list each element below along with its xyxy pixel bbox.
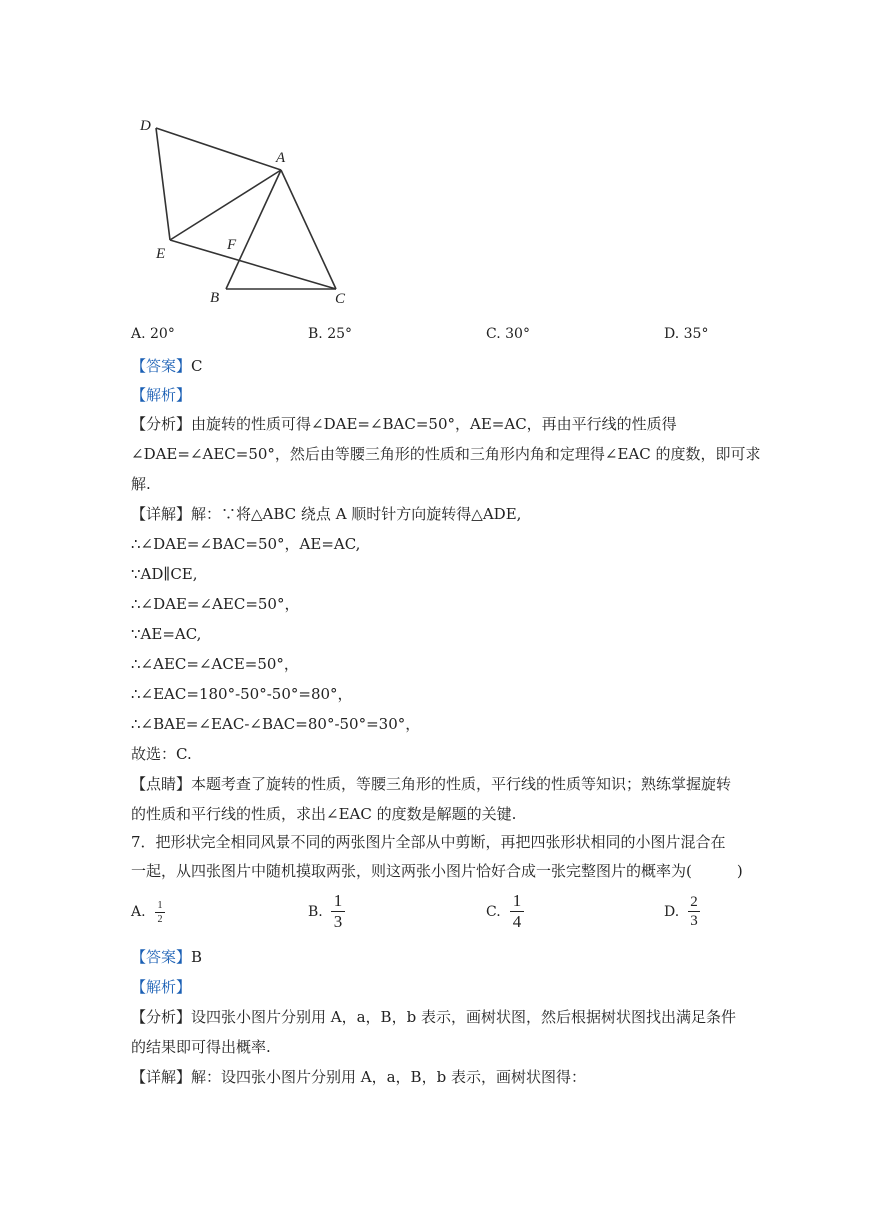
fraction-denominator: 2 <box>157 914 163 925</box>
option-text: 30° <box>505 326 530 342</box>
xiangjie-step: 解：∵将△ABC 绕点 A 顺时针方向旋转得△ADE, <box>191 505 522 523</box>
q6-dianjing-line-1 <box>131 774 731 794</box>
q6-fenxi-line-1 <box>131 414 677 434</box>
fenxi-text: 由旋转的性质可得∠DAE=∠BAC=50°，AE=AC，再由平行线的性质得 <box>191 415 677 433</box>
label-B: B <box>210 290 220 306</box>
answer-value: B <box>191 948 203 966</box>
q7-option-c-fraction <box>510 892 524 931</box>
xiangjie-tag: 【详解】 <box>131 505 192 523</box>
q7-xiangjie-line <box>131 1067 586 1087</box>
q6-step-8: ∴∠BAE=∠EAC-∠BAC=80°-50°=30°， <box>131 715 421 733</box>
option-letter: B. <box>308 326 323 342</box>
fraction-numerator: 2 <box>690 894 698 910</box>
fraction-numerator: 1 <box>333 891 343 910</box>
q7-fenxi-line-2: 的结果即可得出概率. <box>131 1038 271 1056</box>
fraction-numerator: 1 <box>157 900 163 911</box>
option-letter: A. <box>131 326 146 342</box>
q6-option-d <box>664 326 708 342</box>
q6-option-c <box>486 326 530 342</box>
q7-answer-line <box>131 947 202 967</box>
xiangjie-tag: 【详解】 <box>131 1068 192 1086</box>
q6-xiangjie-line <box>131 504 521 524</box>
q6-option-b <box>308 326 352 342</box>
label-C: C <box>335 291 346 307</box>
dianjing-text: 本题考查了旋转的性质，等腰三角形的性质，平行线的性质等知识；熟练掌握旋转 <box>191 775 732 793</box>
fenxi-text: 设四张小图片分别用 A，a，B，b 表示，画树状图，然后根据树状图找出满足条件 <box>191 1008 736 1026</box>
answer-tag: 【答案】 <box>131 948 192 966</box>
dianjing-tag: 【点睛】 <box>131 775 192 793</box>
segment-EC <box>170 240 336 289</box>
q6-step-3: ∵AD∥CE, <box>131 565 198 583</box>
q7-option-b-fraction <box>331 892 345 931</box>
q6-step-9: 故选：C. <box>131 745 192 763</box>
xiangjie-text: 解：设四张小图片分别用 A，a，B，b 表示，画树状图得： <box>191 1068 586 1086</box>
fraction-numerator: 1 <box>512 891 522 910</box>
q6-step-7: ∴∠EAC=180°-50°-50°=80°， <box>131 685 353 703</box>
q6-step-6: ∴∠AEC=∠ACE=50°， <box>131 655 299 673</box>
label-E: E <box>156 246 166 262</box>
fenxi-tag: 【分析】 <box>131 415 192 433</box>
fraction-denominator: 3 <box>333 912 343 931</box>
q6-fenxi-line-3: 解. <box>131 475 151 493</box>
fraction-bar <box>155 912 165 913</box>
q6-step-5: ∵AE=AC, <box>131 625 202 643</box>
label-F: F <box>227 237 237 253</box>
q7-option-a-letter: A. <box>131 904 146 920</box>
q6-fenxi-line-2: ∠DAE=∠AEC=50°，然后由等腰三角形的性质和三角形内角和定理得∠EAC 的度数，即可求 <box>131 445 761 463</box>
option-text: 25° <box>327 326 353 342</box>
q7-option-b-letter: B. <box>308 904 323 920</box>
q6-step-2: ∴∠DAE=∠BAC=50°，AE=AC, <box>131 535 361 553</box>
segment-AC <box>281 170 336 289</box>
q6-dianjing-line-2: 的性质和平行线的性质，求出∠EAC 的度数是解题的关键. <box>131 805 517 823</box>
q7-option-d-letter: D. <box>664 904 680 920</box>
q6-answer-line <box>131 356 203 376</box>
fenxi-tag: 【分析】 <box>131 1008 192 1026</box>
q6-option-a <box>131 326 175 342</box>
fraction-bar <box>688 911 700 912</box>
q6-analysis-tag: 【解析】 <box>131 386 192 404</box>
label-A: A <box>276 150 286 166</box>
q7-stem-line-2: 一起，从四张图片中随机摸取两张，则这两张小图片恰好合成一张完整图片的概率为( ) <box>131 862 743 880</box>
fraction-denominator: 4 <box>512 912 522 931</box>
q7-option-a-fraction <box>155 900 165 925</box>
q7-option-c-letter: C. <box>486 904 501 920</box>
answer-tag: 【答案】 <box>131 357 192 375</box>
fraction-denominator: 3 <box>690 913 698 929</box>
segment-DE <box>156 128 170 240</box>
option-letter: D. <box>664 326 680 342</box>
label-D: D <box>140 118 151 134</box>
q7-stem-line-1: 7．把形状完全相同风景不同的两张图片全部从中剪断，再把四张形状相同的小图片混合在 <box>131 833 726 851</box>
option-text: 20° <box>150 326 175 342</box>
figure-lines <box>156 128 336 289</box>
q6-step-4: ∴∠DAE=∠AEC=50°， <box>131 595 300 613</box>
geometry-figure <box>130 108 360 308</box>
q7-analysis-tag: 【解析】 <box>131 978 192 996</box>
option-letter: C. <box>486 326 501 342</box>
option-text: 35° <box>683 326 709 342</box>
q7-option-d-fraction <box>688 894 700 929</box>
answer-value: C <box>191 357 203 375</box>
q7-fenxi-line-1 <box>131 1007 736 1027</box>
segment-DA <box>156 128 281 170</box>
